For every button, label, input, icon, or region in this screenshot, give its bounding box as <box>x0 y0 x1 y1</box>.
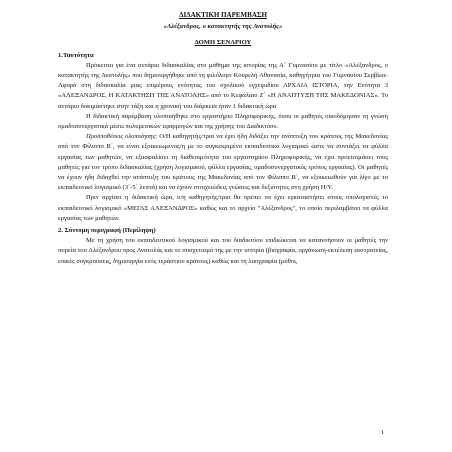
paragraph-summary: Με τη χρήση του εκπαιδευτικού λογισμικού και του διαδικτύου επιδιώκεται να κατανοήσουν οι μαθητές την πορεία του Αλέξανδρου προς Ανατολάς και το συσχετισμό της με την ιστορία (βιογραφία, οργάνωση-εκτέλεση εκστρατείας, επικές συγκρούσεις, δημιουργία ενός τεράστιου κράτους) καθώς και τη λαογραφία (μύθοι, <box>58 237 388 265</box>
paragraph-implementation: Η διδακτική παρέμβαση υλοποιήθηκε στο εργαστήριο Πληροφορικής, όπου οι μαθητές οικοδόμησαν τη γνώση ομαδοσυνεργατικά μέσω πολυμεσικών εφαρμογών και της χρήσης του Διαδικτύου. <box>58 112 388 131</box>
document-subtitle: «Αλέξανδρος, ο κατακτητής της Ανατολής» <box>163 23 283 31</box>
paragraph-setup: Πριν αρχίσει η διδακτική ώρα, ο/η καθηγητής/τρια θα πρέπει να έχει εγκαταστήσει στους υπολογιστές το εκπαιδευτικό λογισμικό «ΜΕΓΑΣ ΑΛΕΞΑΝΔΡΟΣ» καθώς και το αρχείο "Αλέξανδρος", το οποίο περιλαμβάνει τα φύλλα εργασίας των μαθητών. <box>58 194 388 222</box>
page-content <box>58 8 388 267</box>
page-number: 1 <box>381 429 385 436</box>
prerequisites-text: : Ο/Η καθηγητής/τρια να έχει ήδη διδάξει την ανάπτυξη του κράτους της Μακεδονίας από τον Φίλιππο Β΄, να είναι εξοικειωμένος/η με το συγκεκριμένο εκπαιδευτικό λογισμικό ώστε να συντάξει τα φύλλα εργασίας των μαθητών, να εξασφαλίσει τη διαθεσιμότητα του εργαστηρίου Πληροφορικής, να έχει προετοιμάσει τους μαθητές για τον τρόπο διδασκαλίας (χρήση λογισμικού, φύλλα εργασίας, ομαδοσυνεργατικός τρόπος εργασίας). Οι μαθητές να έχουν ήδη διδαχθεί την ανάπτυξη του κράτους της Μακεδονίας από τον Φίλιππο Β΄, να εξοικειωθούν για λίγο με το εκπαιδευτικό λογισμικό (3΄-5΄ λεπτά) και να έχουν στοιχειώδεις γνώσεις και δεξιότητες στη χρήση Η/Υ. <box>58 133 389 192</box>
heading-identity: 1.Ταυτότητα <box>58 51 94 59</box>
prerequisites-label: Προϋποθέσεις υλοποίησης <box>86 133 156 141</box>
heading-summary: 2. Σύντομη περιγραφή (Περίληψη) <box>58 227 156 235</box>
section-heading: ΔΟΜΗ ΣΕΝΑΡΙΟΥ <box>194 39 252 47</box>
paragraph-identity: Πρόκειται για ένα σενάριο διδασκαλίας στο μάθημα της ιστορίας της Α΄ Γυμνασίου με τίτλο «Αλέξανδρος, ο κατακτητής της Ανατολής» που δημιουργήθηκε από τη φιλόλογο Κουρελή Αθανασία, καθηγήτρια του Γυμνασίου Σερβίων. Αφορά στη διδασκαλία μιας επιμέρους ενότητας του σχολικού εγχειριδίου ΑΡΧΑΙΑ ΙΣΤΟΡΙΑ, την Ενότητα 3 «ΑΛΕΞΑΝΔΡΟΣ, Η ΚΑΤΑΚΤΗΣΗ ΤΗΣ ΑΝΑΤΟΛΗΣ» από το Κεφάλαιο Ζ΄ «Η ΑΝΑΠΤΥΞΗ ΤΗΣ ΜΑΚΕΔΟΝΙΑΣ». Το σενάριο δοκιμάστηκε στην τάξη και η χρονική του διάρκεια ήταν 1 διδακτική ώρα <box>58 61 388 110</box>
paragraph-prerequisites <box>58 132 388 193</box>
document-title: ΔΙΔΑΚΤΙΚΗ ΠΑΡΕΜΒΑΣΗ <box>179 11 267 19</box>
